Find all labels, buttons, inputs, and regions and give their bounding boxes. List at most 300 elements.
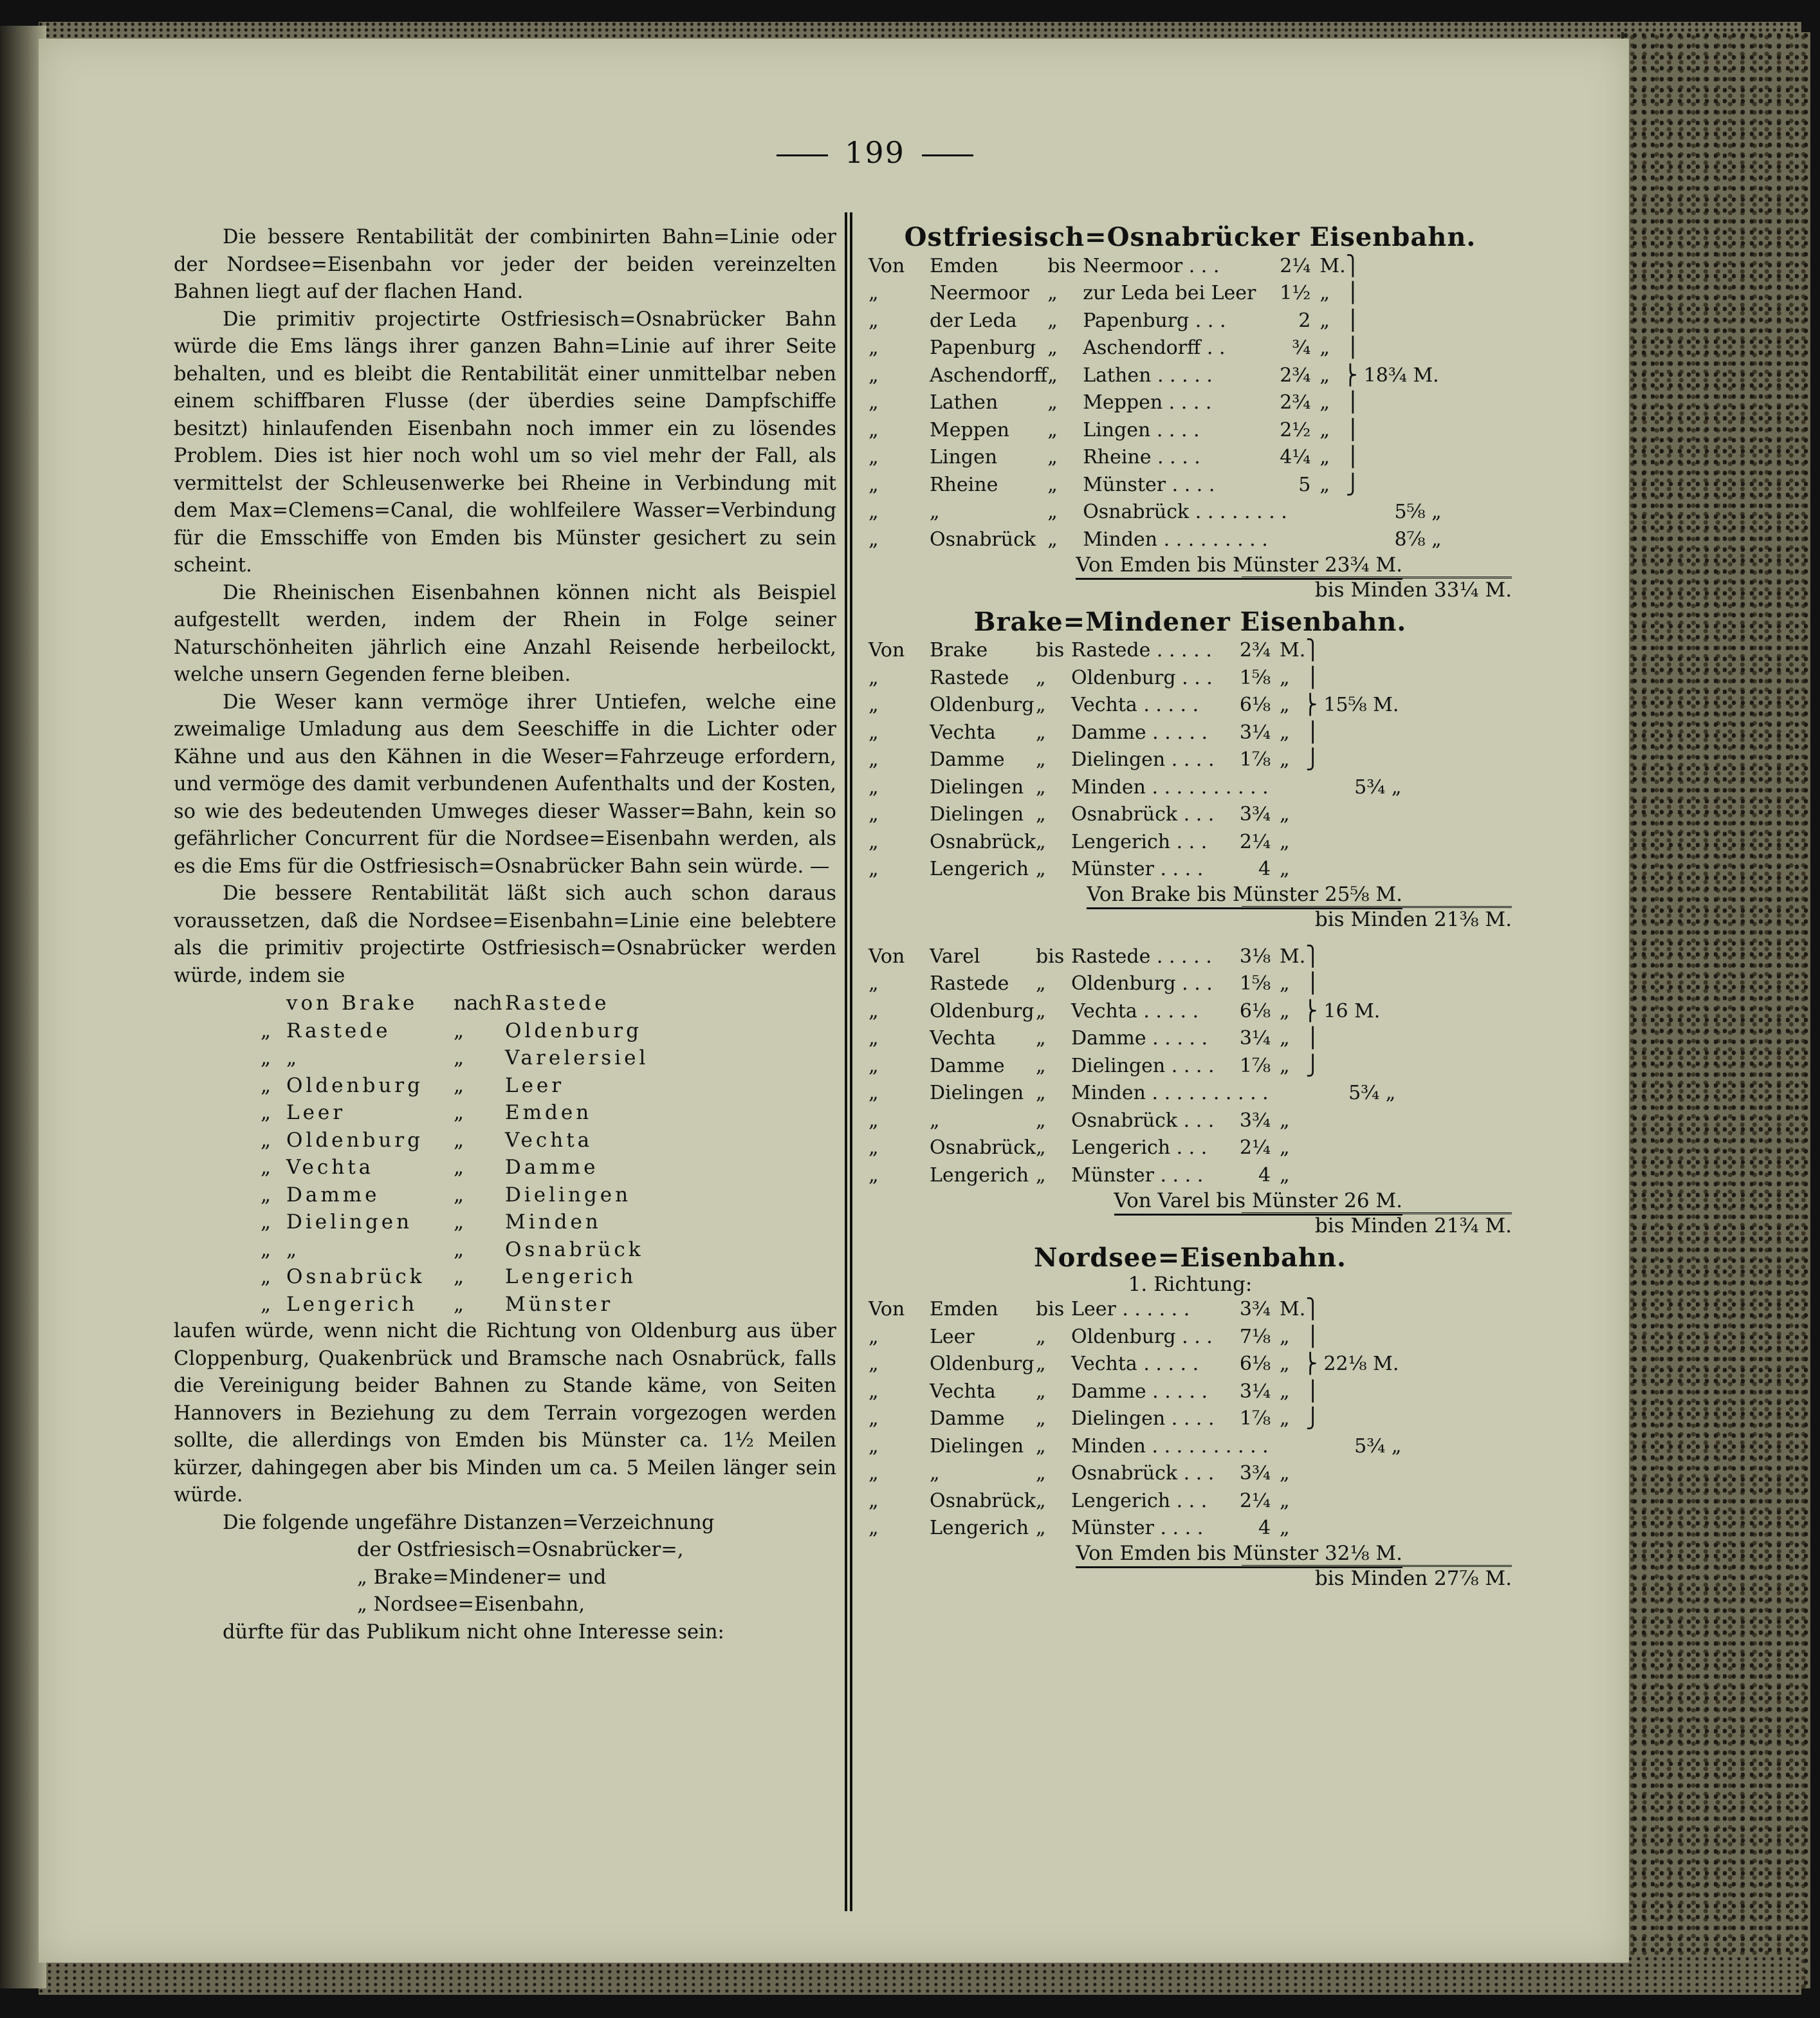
distance-unit: „	[1280, 1517, 1290, 1540]
row-prefix: „	[869, 1163, 879, 1187]
distance-unit: „	[1280, 858, 1290, 881]
distance-unit: „	[1280, 666, 1290, 689]
brace-icon: ⎪	[1345, 282, 1361, 305]
station-from: Damme	[930, 748, 1005, 772]
brace-icon: ⎪	[1345, 391, 1361, 414]
route-row	[261, 1017, 648, 1045]
brace-cell	[1305, 1405, 1401, 1433]
brace-cell	[1305, 943, 1395, 970]
distance-table	[869, 252, 1442, 553]
distance-row	[869, 970, 1395, 998]
row-bis: „	[1047, 309, 1058, 332]
distance-value: 1⅝	[1239, 972, 1271, 995]
distance-unit: „	[1319, 391, 1330, 414]
route-row	[261, 1208, 648, 1236]
distance-value: 4	[1258, 1517, 1271, 1540]
distance-row	[869, 856, 1401, 884]
distance-value: 1⅝	[1239, 666, 1271, 689]
route-quote: „	[261, 1156, 271, 1179]
distance-unit: „	[1280, 1489, 1290, 1512]
station-to: Rastede . . . . .	[1071, 639, 1212, 662]
station-to: Oldenburg . . .	[1071, 1325, 1213, 1348]
route-quote	[261, 990, 286, 1017]
brace-cell	[1305, 637, 1401, 665]
route-nach: nach	[454, 992, 502, 1015]
station-to: Osnabrück . . .	[1071, 1109, 1215, 1132]
station-from: Osnabrück	[930, 528, 1036, 551]
distance-row	[869, 1405, 1401, 1433]
brace-cell	[1305, 746, 1401, 774]
station-to: Vechta . . . . .	[1071, 1353, 1199, 1376]
sum-muenster	[869, 553, 1512, 577]
station-to: Neermoor . . .	[1083, 254, 1220, 277]
route-from: von Brake	[286, 992, 418, 1015]
row-prefix: „	[869, 446, 879, 469]
route-from: Lengerich	[286, 1292, 418, 1316]
route-nach: „	[454, 1183, 464, 1207]
distance-table	[869, 943, 1395, 1189]
row-bis: „	[1047, 418, 1058, 441]
station-to: Aschendorff . .	[1083, 337, 1226, 360]
row-bis: „	[1047, 391, 1058, 414]
distance-row	[869, 801, 1401, 829]
distance-intro: Die folgende ungefähre Distanzen=Verzeichnung	[223, 1511, 715, 1534]
brace-cell	[1305, 970, 1395, 998]
station-to: Münster . . . .	[1071, 1163, 1204, 1187]
station-to: Osnabrück . . . . . . . .	[1083, 501, 1287, 524]
station-to: zur Leda bei Leer	[1083, 282, 1256, 305]
distance-row	[869, 526, 1442, 553]
section-spacer	[869, 936, 1512, 943]
brace-cell	[1305, 856, 1401, 884]
distance-row	[869, 307, 1442, 335]
distance-table	[869, 637, 1401, 884]
row-bis: „	[1047, 282, 1058, 305]
station-to: Damme . . . . .	[1071, 721, 1208, 744]
station-from: Papenburg	[930, 337, 1036, 360]
distance-row	[869, 416, 1442, 444]
extra-distance: 5¾ „	[1354, 1434, 1402, 1458]
row-prefix: „	[869, 972, 879, 995]
distance-unit: M.	[1319, 254, 1346, 277]
route-quote: „	[261, 1073, 271, 1097]
brace-icon: ⎪	[1305, 721, 1320, 744]
row-prefix: „	[869, 1054, 879, 1077]
distance-value: 4¼	[1280, 446, 1311, 469]
paragraph-continuation: laufen würde, wenn nicht die Richtung von Oldenburg aus über Cloppenburg, Quakenbrück und Bramsche nach Osnabrück, falls die Vereinigung beider Bahnen zu Stande käme, von Seiten Hannovers in Beziehung zu dem Terrain vorgezogen werden sollte, die allerdings von Emden bis Münster ca. 1½ Meilen kürzer, dahingegen aber bis Minden um ca. 5 Meilen länger sein würde.	[174, 1320, 836, 1506]
brace-cell	[1305, 828, 1401, 856]
station-to: Minden . . . . . . . . . .	[1071, 1434, 1269, 1458]
distance-row	[869, 637, 1401, 665]
row-bis: „	[1036, 858, 1046, 881]
distance-unit: „	[1280, 1353, 1290, 1376]
station-to: Lathen . . . . .	[1083, 364, 1213, 387]
route-quote: „	[261, 1046, 271, 1069]
distance-row	[869, 389, 1442, 417]
row-prefix: „	[869, 1325, 879, 1348]
header-dash-right	[922, 154, 973, 156]
route-to: Rastede	[505, 992, 610, 1015]
row-bis: „	[1047, 337, 1058, 360]
row-prefix: „	[869, 748, 879, 772]
station-from: Neermoor	[930, 282, 1030, 305]
sum-muenster	[869, 883, 1512, 906]
brace-cell	[1305, 664, 1401, 692]
distance-unit: „	[1280, 1407, 1290, 1430]
distance-value: 5	[1298, 473, 1311, 496]
row-bis: „	[1047, 501, 1058, 524]
row-prefix: „	[869, 1489, 879, 1512]
distance-value: 2½	[1280, 418, 1311, 441]
section-gap	[869, 602, 1512, 607]
distance-unit: „	[1280, 1109, 1290, 1132]
distance-value: 2¼	[1239, 830, 1271, 853]
distance-unit: „	[1280, 803, 1290, 826]
brace-cell	[1346, 471, 1442, 499]
brace-icon: ⎪	[1305, 1027, 1320, 1050]
distance-value: 3¼	[1239, 1027, 1271, 1050]
paragraph: Die Rheinischen Eisenbahnen können nicht als Beispiel aufgestellt werden, indem der Rhein in Folge seiner Naturschönheiten jährlich eine Anzahl Reisende herbeilockt, welche unsern Gegenden ferne bleiben.	[174, 581, 836, 686]
brace-icon: ⎭	[1305, 1407, 1320, 1430]
distance-unit: „	[1319, 337, 1330, 360]
route-nach: „	[454, 1292, 464, 1316]
row-bis: „	[1036, 1136, 1046, 1160]
row-bis: bis	[1036, 639, 1065, 662]
page-number	[746, 135, 1004, 170]
distance-row	[869, 362, 1442, 389]
station-to: Münster . . . .	[1071, 1517, 1204, 1540]
sum-muenster-text: Von Emden bis Münster 32⅛ M.	[1076, 1542, 1402, 1568]
brace-cell	[1305, 1296, 1401, 1324]
station-from: Lathen	[930, 391, 998, 414]
station-from: Aschendorff	[930, 364, 1048, 387]
station-to: Vechta . . . . .	[1071, 694, 1199, 717]
row-prefix: „	[869, 337, 879, 360]
distance-unit: „	[1319, 364, 1330, 387]
row-prefix: „	[869, 1407, 879, 1430]
route-to: Emden	[505, 1101, 593, 1124]
distance-value: 6⅛	[1239, 999, 1271, 1023]
row-prefix: „	[869, 1136, 879, 1160]
brace-icon: ⎫	[1345, 254, 1361, 277]
distance-unit: „	[1280, 1462, 1290, 1485]
station-from: Lengerich	[930, 1163, 1029, 1187]
distance-row	[869, 1378, 1401, 1405]
distance-row	[869, 1460, 1401, 1488]
sum-muenster	[869, 1189, 1512, 1212]
station-to: Papenburg . . .	[1083, 309, 1226, 332]
distance-unit: M.	[1280, 639, 1306, 662]
station-from: Lingen	[930, 446, 998, 469]
paragraph: Die Weser kann vermöge ihrer Untiefen, welche eine zweimalige Umladung aus dem Seeschiffe in die Lichter oder Kähne und aus den Kähnen in die Weser=Fahrzeuge erfordern, und vermöge des damit verbundenen Aufenthalts und der Kosten, so wie des bedeutenden Umweges dieser Wasser=Bahn, kein so gefährlicher Concurrent für die Nordsee=Eisenbahn werden, als es die Ems für die Ostfriesisch=Osnabrücker Bahn sein würde. —	[174, 690, 836, 878]
distance-unit: M.	[1280, 945, 1306, 968]
route-to: Münster	[505, 1292, 614, 1316]
brace-cell	[1305, 997, 1395, 1025]
distance-row	[869, 943, 1395, 970]
row-prefix: „	[869, 282, 879, 305]
distance-value: 4	[1258, 1163, 1271, 1187]
route-row	[261, 1263, 648, 1291]
brace-icon: ⎪	[1305, 1325, 1320, 1348]
row-prefix: „	[869, 830, 879, 853]
brace-icon: ⎭	[1305, 748, 1320, 772]
station-to: Lengerich . . .	[1071, 1136, 1208, 1160]
marbled-edge-right	[1621, 32, 1810, 1988]
section-gap	[869, 1237, 1512, 1243]
brace-cell	[1346, 444, 1442, 472]
route-from: Leer	[286, 1101, 346, 1124]
distance-unit: „	[1280, 972, 1290, 995]
row-prefix: „	[869, 858, 879, 881]
distance-unit: „	[1319, 446, 1330, 469]
station-from: Emden	[930, 254, 998, 277]
station-to: Oldenburg . . .	[1071, 972, 1213, 995]
brace-icon: ⎫	[1305, 945, 1320, 968]
distance-value: 6⅛	[1239, 694, 1271, 717]
row-prefix: „	[869, 418, 879, 441]
row-bis: bis	[1036, 945, 1065, 968]
station-from: Osnabrück	[930, 1489, 1036, 1512]
brace-icon: ⎪	[1305, 666, 1320, 689]
row-prefix: „	[869, 1380, 879, 1403]
distance-unit: „	[1280, 1054, 1290, 1077]
station-from: Brake	[930, 639, 988, 662]
row-bis: „	[1036, 1353, 1046, 1376]
paragraph: Die primitiv projectirte Ostfriesisch=Osnabrücker Bahn würde die Ems längs ihrer ganzen Bahn=Linie auf ihrer Seite behalten, und es bleibt die Rentabilität einer unmittelbar neben einem schiffbaren Flusse (der überdies seine Dampfschiffe besitzt) hinlaufenden Eisenbahn noch immer ein zu lösendes Problem. Dies ist hier noch wohl um so viel mehr der Fall, als vermittelst der Schleusenwerke bei Rheine in Verbindung mit dem Max=Clemens=Canal, die wohlfeilere Wasser=Verbindung für die Emsschiffe von Emden bis Münster gesichert zu sein scheint.	[174, 308, 836, 577]
distance-value: 3¼	[1239, 721, 1271, 744]
brace-icon: ⎭	[1305, 1054, 1320, 1077]
paragraph: Die bessere Rentabilität läßt sich auch schon daraus voraussetzen, daß die Nordsee=Eisenbahn=Linie eine belebtere als die primitiv projectirte Ostfriesisch=Osnabrücker werden würde, indem sie	[174, 882, 836, 987]
distance-row	[869, 1487, 1401, 1515]
distance-row	[869, 280, 1442, 308]
brace-cell	[1305, 1378, 1401, 1405]
route-row	[261, 1127, 648, 1154]
row-bis: „	[1036, 666, 1046, 689]
station-from: Dielingen	[930, 1434, 1024, 1458]
brace-icon: ⎪	[1345, 337, 1361, 360]
distance-table	[869, 1296, 1401, 1542]
distance-row	[869, 1107, 1395, 1134]
route-nach: „	[454, 1046, 464, 1069]
brace-cell	[1305, 1323, 1401, 1351]
row-prefix: „	[869, 803, 879, 826]
brace-total: ⎬ 18¾ M.	[1343, 364, 1439, 387]
station-to: Rastede . . . . .	[1071, 945, 1212, 968]
row-bis: bis	[1047, 254, 1076, 277]
route-to: Minden	[505, 1210, 602, 1234]
distance-row	[869, 664, 1401, 692]
row-bis: „	[1036, 1517, 1046, 1540]
station-to: Dielingen . . . .	[1071, 1054, 1215, 1077]
station-from: Vechta	[930, 1027, 996, 1050]
route-quote: „	[261, 1265, 271, 1288]
sum-muenster-text: Von Varel bis Münster 26 M.	[1114, 1189, 1402, 1216]
station-from: Rastede	[930, 972, 1009, 995]
station-to: Minden . . . . . . . . .	[1083, 528, 1268, 551]
railway-name: „ Nordsee=Eisenbahn,	[357, 1593, 585, 1616]
row-prefix: Von	[869, 254, 905, 277]
row-bis: „	[1036, 803, 1046, 826]
station-to: Dielingen . . . .	[1071, 1407, 1215, 1430]
row-bis: „	[1036, 972, 1046, 995]
station-to: Dielingen . . . .	[1071, 748, 1215, 772]
station-to: Oldenburg . . .	[1071, 666, 1213, 689]
header-dash-left	[777, 154, 828, 156]
brace-cell	[1305, 1460, 1401, 1488]
route-nach: „	[454, 1265, 464, 1288]
distance-value: 4	[1258, 858, 1271, 881]
row-prefix: „	[869, 528, 879, 551]
station-from: Lengerich	[930, 1517, 1029, 1540]
route-nach: „	[454, 1073, 464, 1097]
station-from: Varel	[930, 945, 980, 968]
brace-cell	[1305, 1487, 1401, 1515]
station-from: „	[930, 1462, 940, 1485]
row-prefix: „	[869, 1434, 879, 1458]
station-from: Emden	[930, 1298, 998, 1321]
route-from: Osnabrück	[286, 1265, 425, 1288]
station-to: Damme . . . . .	[1071, 1380, 1208, 1403]
brace-cell	[1305, 801, 1401, 829]
distance-row	[869, 719, 1401, 746]
distance-value: 1½	[1280, 282, 1311, 305]
row-prefix: „	[869, 999, 879, 1023]
route-from: „	[286, 1046, 300, 1069]
row-bis: „	[1036, 775, 1046, 799]
row-bis: „	[1047, 473, 1058, 496]
station-to: Lengerich . . .	[1071, 1489, 1208, 1512]
distance-row	[869, 1323, 1401, 1351]
brace-cell	[1346, 252, 1442, 280]
station-from: Oldenburg	[930, 1353, 1034, 1376]
station-to: Rheine . . . .	[1083, 446, 1200, 469]
row-bis: „	[1036, 1489, 1046, 1512]
distance-unit: „	[1319, 418, 1330, 441]
row-prefix: „	[869, 1109, 879, 1132]
distance-row	[869, 444, 1442, 472]
distance-row	[869, 1296, 1401, 1324]
distance-unit: „	[1319, 282, 1330, 305]
row-bis: „	[1036, 1380, 1046, 1403]
row-prefix: „	[869, 666, 879, 689]
distance-row	[869, 335, 1442, 362]
sum-minden: bis Minden 21⅜ M.	[1242, 906, 1512, 931]
station-to: Münster . . . .	[1071, 858, 1204, 881]
distance-row	[869, 1432, 1401, 1460]
distance-row	[869, 1080, 1395, 1107]
sum-muenster	[869, 1542, 1512, 1565]
brace-cell	[1305, 719, 1401, 746]
route-quote: „	[261, 1101, 271, 1124]
row-prefix: „	[869, 1517, 879, 1540]
brace-icon: ⎫	[1305, 639, 1320, 662]
distance-value: 3¾	[1239, 803, 1271, 826]
station-from: der Leda	[930, 309, 1017, 332]
row-bis: „	[1047, 446, 1058, 469]
distance-value: 1⅞	[1239, 1407, 1271, 1430]
route-quote: „	[261, 1128, 271, 1152]
row-prefix: „	[869, 364, 879, 387]
route-row	[261, 1236, 648, 1264]
station-to: Leer . . . . . .	[1071, 1298, 1190, 1321]
route-row	[261, 990, 648, 1017]
station-to: Meppen . . . .	[1083, 391, 1212, 414]
section-title: Nordsee=Eisenbahn.	[1034, 1242, 1347, 1273]
distance-row	[869, 1134, 1395, 1162]
brace-total: ⎬ 15⅝ M.	[1303, 694, 1399, 717]
sum-muenster-text: Von Emden bis Münster 23¾ M.	[1076, 553, 1402, 580]
row-bis: „	[1036, 999, 1046, 1023]
distance-unit: „	[1319, 473, 1330, 496]
brace-cell	[1346, 307, 1442, 335]
distance-value: ¾	[1292, 337, 1311, 360]
row-prefix: Von	[869, 639, 905, 662]
distance-unit: „	[1280, 830, 1290, 853]
station-to: Minden . . . . . . . . . .	[1071, 775, 1269, 799]
route-nach: „	[454, 1128, 464, 1152]
row-bis: „	[1036, 721, 1046, 744]
brace-cell	[1305, 692, 1401, 719]
distance-value: 3¾	[1239, 1109, 1271, 1132]
brace-cell	[1305, 1052, 1395, 1080]
row-bis: „	[1036, 1054, 1046, 1077]
station-from: Damme	[930, 1407, 1005, 1430]
row-bis: „	[1036, 748, 1046, 772]
distance-value: 3⅛	[1239, 945, 1271, 968]
section-subtitle: 1. Richtung:	[1128, 1272, 1253, 1296]
distance-unit: „	[1280, 999, 1290, 1023]
row-prefix: „	[869, 391, 879, 414]
distance-row	[869, 828, 1401, 856]
route-row	[261, 1291, 648, 1319]
route-row	[261, 1044, 648, 1072]
page-number-text: 199	[845, 135, 905, 170]
route-row	[261, 1154, 648, 1181]
station-from: Dielingen	[930, 775, 1024, 799]
distance-value: 1⅞	[1239, 748, 1271, 772]
section-title: Ostfriesisch=Osnabrücker Eisenbahn.	[904, 222, 1476, 252]
distance-value: 1⅞	[1239, 1054, 1271, 1077]
distance-railway-list	[357, 1537, 836, 1619]
station-from: Rastede	[930, 666, 1009, 689]
distance-unit: „	[1280, 1027, 1290, 1050]
sum-muenster-text: Von Brake bis Münster 25⅝ M.	[1087, 883, 1402, 909]
right-column-distance-tables	[869, 222, 1512, 1595]
brace-icon: ⎭	[1345, 473, 1361, 496]
brace-icon: ⎪	[1345, 309, 1361, 332]
distance-value: 2¾	[1280, 391, 1311, 414]
station-from: Rheine	[930, 473, 998, 496]
station-from: Osnabrück	[930, 830, 1036, 853]
brace-icon: ⎪	[1305, 1380, 1320, 1403]
station-from: Damme	[930, 1054, 1005, 1077]
route-from: „	[286, 1237, 300, 1261]
extra-distance: 8⅞ „	[1394, 528, 1442, 551]
row-bis: „	[1036, 1434, 1046, 1458]
distance-value: 2¼	[1239, 1136, 1271, 1160]
row-bis: bis	[1036, 1298, 1065, 1321]
route-from: Oldenburg	[286, 1073, 423, 1097]
station-from: Vechta	[930, 1380, 996, 1403]
distance-unit: M.	[1280, 1298, 1306, 1321]
sum-minden: bis Minden 33¼ M.	[1242, 577, 1512, 602]
station-from: Oldenburg	[930, 694, 1034, 717]
brace-cell	[1305, 1134, 1395, 1162]
row-bis: „	[1036, 1407, 1046, 1430]
station-to: Lingen . . . .	[1083, 418, 1200, 441]
route-row	[261, 1099, 648, 1127]
brace-icon: ⎪	[1345, 418, 1361, 441]
